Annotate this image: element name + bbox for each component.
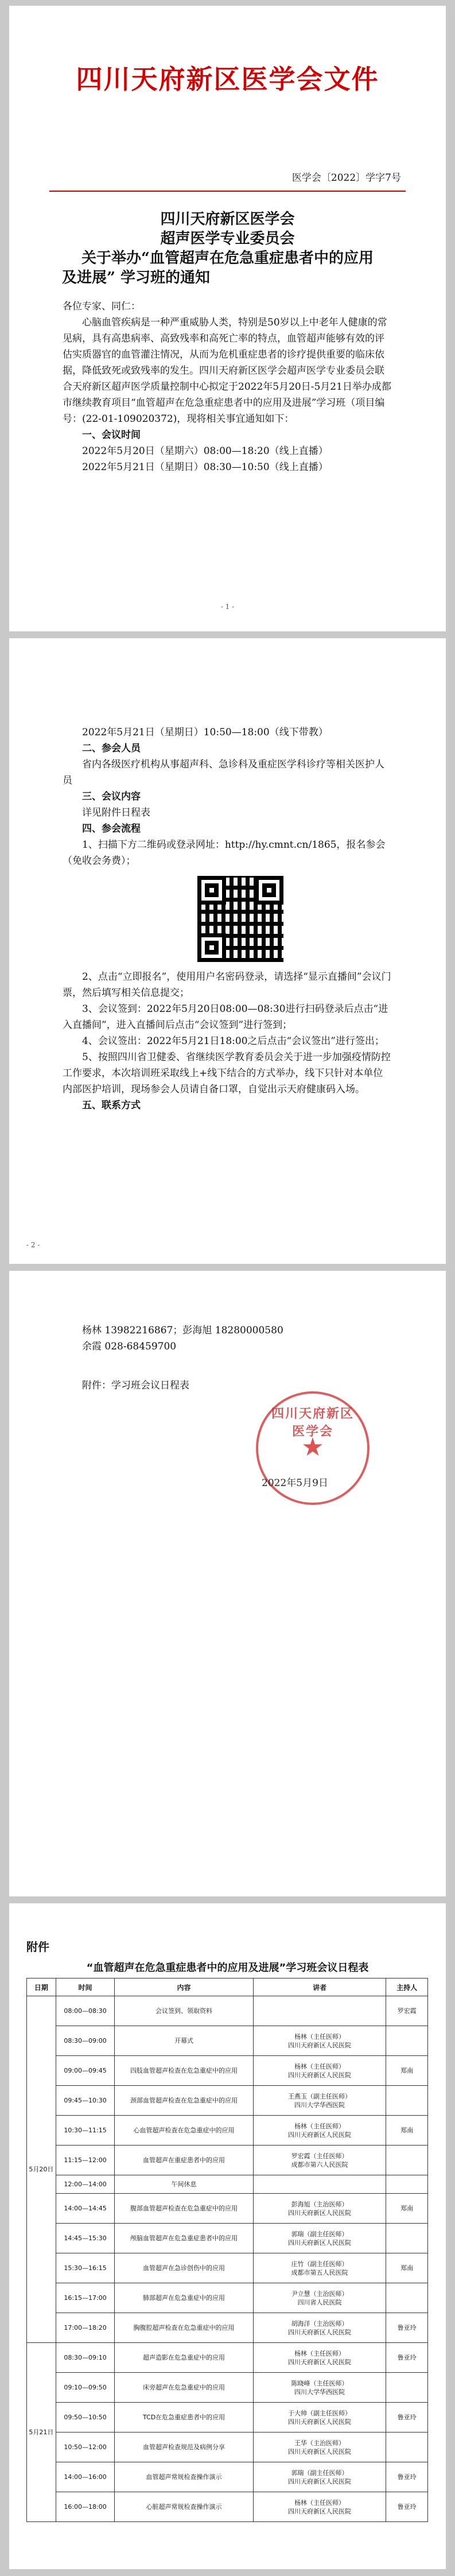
time-cell: 14:45—15:30	[56, 2224, 115, 2253]
red-divider	[49, 191, 406, 192]
speaker-cell: 郭瑞（副主任医师） 四川天府新区人民医院	[253, 2224, 386, 2253]
speaker-cell: 王燕玉（副主任医师） 四川大学华西医院	[253, 2086, 386, 2116]
content-cell: 颅脑血管超声在危急重症患者中的应用	[115, 2224, 253, 2253]
notice-title	[55, 210, 400, 288]
host-cell: 鲁亚玲	[386, 2343, 428, 2373]
time-cell: 15:30—16:15	[56, 2253, 115, 2283]
speaker-cell: 杨林（主任医师） 四川天府新区人民医院	[253, 2492, 386, 2522]
time-cell: 16:00—18:00	[56, 2492, 115, 2522]
speaker-cell: 尹立慧（主治医师） 四川省人民医院	[253, 2283, 386, 2313]
time-cell: 09:10—09:50	[56, 2373, 115, 2403]
meeting-time: 2022年5月21日（星期日）08:30—10:50（线上直播）	[82, 461, 328, 473]
table-row	[27, 2373, 428, 2403]
seal-text: 四川天府新区医学会	[271, 1406, 354, 1439]
date-cell: 5月21日	[27, 2343, 56, 2522]
host-cell	[386, 2026, 428, 2056]
page-number: - 2 -	[26, 1241, 40, 1249]
time-cell: 08:30—09:10	[56, 2343, 115, 2373]
step-5: 5、按照四川省卫健委、省继续医学教育委员会关于进一步加强疫情防控工作要求，本次培训班采取线上+线下结合的方式举办，线下只针对本单位内部医护培训，现场参会人员请自备口罩，自觉出示天府健康码入场。	[63, 1052, 391, 1095]
host-cell: 鲁亚玲	[386, 2403, 428, 2433]
table-row	[27, 2056, 428, 2086]
table-row	[27, 2283, 428, 2313]
content-cell: 颈部血管超声检查在危急重症中的应用	[115, 2086, 253, 2116]
document-page-3	[9, 1271, 446, 1896]
host-cell	[386, 2146, 428, 2175]
speaker-cell: 胡海洋（主治医师） 四川天府新区人民医院	[253, 2313, 386, 2343]
table-row	[27, 2146, 428, 2175]
host-cell: 郑南	[386, 2253, 428, 2283]
speaker-cell: 杨林（主任医师） 四川天府新区人民医院	[253, 2116, 386, 2146]
time-cell: 10:30—11:15	[56, 2116, 115, 2146]
title-line: 及进展” 学习班的通知	[62, 269, 211, 286]
column-header: 日期	[27, 1978, 56, 1996]
content-cell: 心脏超声常规检查操作演示	[115, 2492, 253, 2522]
table-row	[27, 2253, 428, 2283]
table-row	[27, 2086, 428, 2116]
section-heading: 一、会议时间	[82, 429, 141, 441]
content-cell: 床旁超声在危急重症中的应用	[115, 2373, 253, 2403]
time-cell: 08:00—08:30	[56, 1996, 115, 2026]
speaker-cell	[253, 1996, 386, 2026]
content-cell: 血管超声常规检查操作演示	[115, 2462, 253, 2492]
meeting-time: 2022年5月20日（星期六）08:00—18:20（线上直播）	[82, 445, 328, 457]
table-row	[27, 1996, 428, 2026]
table-row	[27, 2492, 428, 2522]
salutation: 各位专家、同仁：	[63, 301, 141, 312]
page-number: - 1 -	[220, 603, 235, 611]
speaker-cell: 陈晓峰（主任医师） 四川大学华西医院	[253, 2373, 386, 2403]
column-header: 时间	[56, 1978, 115, 1996]
contact-block	[63, 1322, 392, 1394]
red-header: 四川天府新区医学会文件	[76, 64, 379, 95]
schedule-table	[26, 1978, 428, 2522]
content-cell: 腹部血管超声检查在危急重症中的应用	[115, 2194, 253, 2224]
time-cell: 14:00—14:45	[56, 2194, 115, 2224]
host-cell	[386, 2373, 428, 2403]
speaker-cell: 于大帅（副主任医师） 四川天府新区人民医院	[253, 2403, 386, 2433]
table-header-row	[27, 1978, 428, 1996]
table-row	[27, 2116, 428, 2146]
time-cell: 12:00—14:00	[56, 2175, 115, 2194]
table-row	[27, 2224, 428, 2253]
content-cell: 血管超声检查规范及病例分享	[115, 2433, 253, 2462]
step-2: 2、点击“立即报名”，使用用户名密码登录，请选择“显示直播间”会议门票，然后填写相关信息提交；	[63, 971, 391, 999]
time-cell: 14:00—16:00	[56, 2462, 115, 2492]
host-cell	[386, 2086, 428, 2116]
table-row	[27, 2175, 428, 2194]
time-cell: 17:00—18:20	[56, 2313, 115, 2343]
time-cell: 08:30—09:00	[56, 2026, 115, 2056]
section-heading: 四、参会流程	[82, 823, 141, 835]
time-cell: 09:45—10:30	[56, 2086, 115, 2116]
table-row	[27, 2403, 428, 2433]
host-cell: 鲁亚玲	[386, 2313, 428, 2343]
step-4: 4、会议签出：2022年5月21日18:00之后点击“会议签出”进行签出；	[82, 1035, 384, 1047]
content-cell: 血管超声在急诊创伤中的应用	[115, 2253, 253, 2283]
column-header: 主持人	[386, 1978, 428, 1996]
table-row	[27, 2343, 428, 2373]
section-heading: 二、参会人员	[82, 743, 141, 754]
speaker-cell	[253, 2175, 386, 2194]
host-cell: 郑南	[386, 2194, 428, 2224]
host-cell	[386, 2224, 428, 2253]
document-page-4	[9, 1903, 446, 2569]
table-row	[27, 2313, 428, 2343]
document-number: 医学会〔2022〕学字7号	[291, 172, 401, 184]
speaker-cell: 罗宏霞（主任医师） 成都市第六人民医院	[253, 2146, 386, 2175]
speaker-cell: 杨林（主任医师） 四川天府新区人民医院	[253, 2026, 386, 2056]
host-cell	[386, 2283, 428, 2313]
host-cell	[386, 2433, 428, 2462]
time-cell: 09:50—10:50	[56, 2403, 115, 2433]
content-cell: 开幕式	[115, 2026, 253, 2056]
speaker-cell: 杨林（主任医师） 四川天府新区人民医院	[253, 2343, 386, 2373]
content-cell: 四肢血管超声检查在危急重症中的应用	[115, 2056, 253, 2086]
contact-line: 余霞 028-68459700	[82, 1341, 177, 1352]
table-row	[27, 2462, 428, 2492]
schedule-title: “血管超声在危急重症患者中的应用及进展”学习班会议日程表	[86, 1962, 369, 1974]
seal-star-icon: ★	[301, 1433, 324, 1462]
time-cell: 11:15—12:00	[56, 2146, 115, 2175]
host-cell: 罗宏霞	[386, 1996, 428, 2026]
content-cell: 肺部超声在危急重症中的应用	[115, 2283, 253, 2313]
schedule-body	[27, 1996, 428, 2522]
content-cell: TCD在危急重症患者中的应用	[115, 2403, 253, 2433]
speaker-cell: 郭瑞（副主任医师） 四川天府新区人民医院	[253, 2462, 386, 2492]
attachment-note: 附件：学习班会议日程表	[82, 1380, 189, 1391]
speaker-cell: 彭海旭（主治医师） 四川天府新区人民医院	[253, 2194, 386, 2224]
content-cell: 血管超声在重症患者中的应用	[115, 2146, 253, 2175]
title-line: 超声医学专业委员会	[160, 230, 295, 247]
host-cell: 郑南	[386, 2116, 428, 2146]
time-cell: 16:15—17:00	[56, 2283, 115, 2313]
host-cell: 郑南	[386, 2056, 428, 2086]
column-header: 内容	[115, 1978, 253, 1996]
meeting-time: 2022年5月21日（星期日）10:50—18:00（线下带教）	[82, 727, 328, 738]
content-cell: 胸腹腔超声检查在危急重症中的应用	[115, 2313, 253, 2343]
table-row	[27, 2194, 428, 2224]
speaker-cell: 王华（主治医师） 四川天府新区人民医院	[253, 2433, 386, 2462]
host-cell: 鲁亚玲	[386, 2492, 428, 2522]
table-row	[27, 2433, 428, 2462]
participants: 省内各级医疗机构从事超声科、急诊科及重症医学科诊疗等相关医护人员	[63, 759, 384, 786]
time-cell: 10:50—12:00	[56, 2433, 115, 2462]
speaker-cell: 庄竹（副主任医师） 成都市第五人民医院	[253, 2253, 386, 2283]
attachment-label: 附件	[26, 1940, 49, 1954]
content-cell: 午间休息	[115, 2175, 253, 2194]
date-cell: 5月20日	[27, 1996, 56, 2343]
issue-date: 2022年5月9日	[262, 1477, 328, 1489]
section-heading: 五、联系方式	[82, 1100, 141, 1111]
title-line: 四川天府新区医学会	[160, 211, 295, 228]
content-text: 详见附件日程表	[82, 807, 150, 818]
contact-line: 杨林 13982216867；彭海旭 18280000580	[82, 1325, 283, 1336]
notice-body	[63, 724, 392, 1114]
content-cell: 会议签到、领取资料	[115, 1996, 253, 2026]
intro-paragraph: 心脑血管疾病是一种严重威胁人类，特别是50岁以上中老年人健康的常见病，具有高患病率、高致残率和高死亡率的特点，血管超声能够有效的评估实质器官的血管灌注情况，从而为危机重症患者的诊疗提供重要的临床依据，降低致死或致残率的发生。四川天府新区医学会超声医学专业委员会联合天府新区超声医学质量控制中心拟定于2022年5月20日-5月21日举办成都市继续教育项目“血管超声在危急重症患者中的应用及进展”学习班（项目编号：(22-01-109020372)，现将相关事宜通知如下：	[63, 317, 391, 425]
host-cell	[386, 2175, 428, 2194]
table-row	[27, 2026, 428, 2056]
content-cell: 超声造影在危急重症中的应用	[115, 2343, 253, 2373]
step-3: 3、会议签到：2022年5月20日08:00—08:30进行扫码登录后点击“进入直播间”，进入直播间后点击“会议签到”进行签到；	[63, 1003, 388, 1031]
document-page-1	[9, 6, 446, 631]
title-line: 关于举办“血管超声在危急重症患者中的应用	[81, 250, 374, 267]
step-1: 1、扫描下方二维码或登录网址：http://hy.cmnt.cn/1865，报名参会（免收会务费）；	[63, 839, 386, 867]
column-header: 讲者	[253, 1978, 386, 1996]
speaker-cell: 杨林（主任医师） 四川天府新区人民医院	[253, 2056, 386, 2086]
host-cell: 鲁亚玲	[386, 2462, 428, 2492]
time-cell: 09:00—09:45	[56, 2056, 115, 2086]
section-heading: 三、会议内容	[82, 791, 141, 802]
registration-qr-code[interactable]	[197, 876, 283, 962]
notice-body	[63, 298, 392, 475]
content-cell: 心血管超声检查在危急重症中的应用	[115, 2116, 253, 2146]
document-page-2	[9, 638, 446, 1264]
